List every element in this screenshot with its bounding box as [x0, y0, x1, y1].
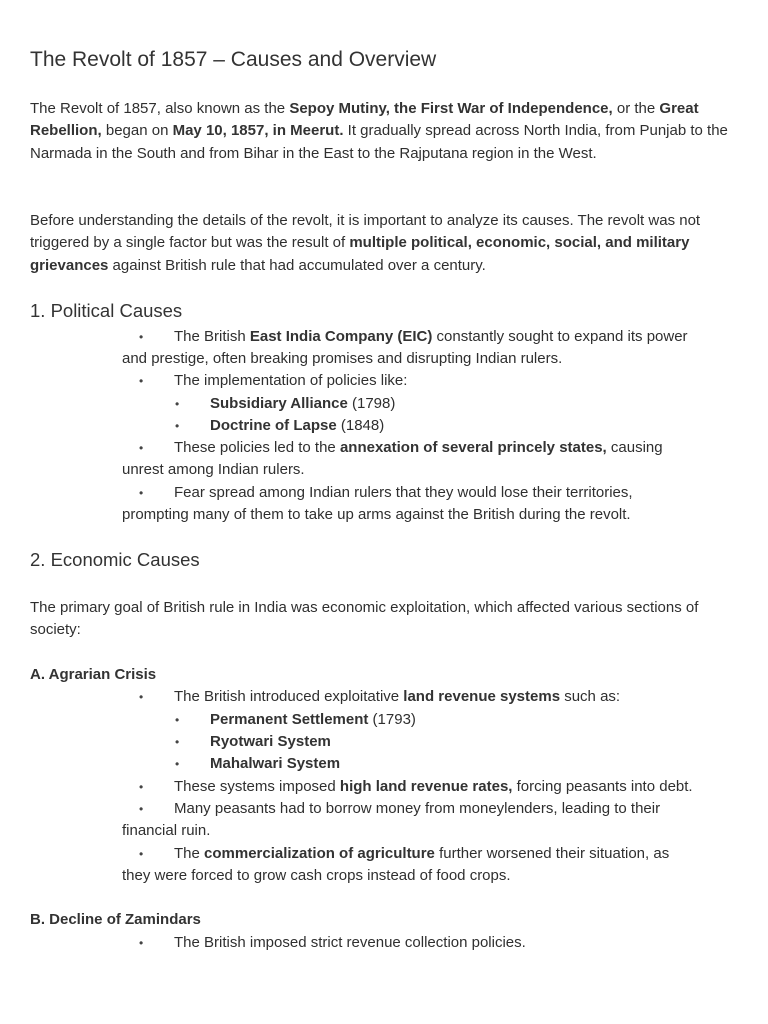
bullet-icon: • [139, 936, 144, 950]
list-item: These systems imposed high land revenue rates, forcing peasants into debt. [174, 778, 693, 795]
bullet-icon: • [175, 735, 180, 749]
economic-intro-paragraph: The primary goal of British rule in India was economic exploitation, which affected various sections of society: [30, 599, 699, 639]
subsection-heading-agrarian: A. Agrarian Crisis [30, 666, 157, 683]
bullet-icon: • [139, 441, 144, 455]
bullet-icon: • [139, 486, 144, 500]
sub-list-item: Doctrine of Lapse (1848) [210, 417, 385, 434]
bullet-icon: • [175, 419, 180, 433]
list-item-continuation: they were forced to grow cash crops instead of food crops. [122, 867, 511, 884]
bullet-icon: • [139, 780, 144, 794]
sub-list-item: Ryotwari System [210, 733, 331, 750]
bullet-icon: • [139, 847, 144, 861]
list-item-continuation: unrest among Indian rulers. [122, 461, 305, 478]
section-heading-political: 1. Political Causes [30, 300, 183, 321]
bullet-icon: • [139, 802, 144, 816]
bullet-icon: • [175, 397, 180, 411]
list-item-continuation: financial ruin. [122, 822, 211, 839]
intro-paragraph-1: The Revolt of 1857, also known as the Sepoy Mutiny, the First War of Independence, or the Great Rebellion, began on May 10, 1857, in Meerut. It gradually spread across North India, from Punjab to the Narmada in the South and from Bihar in the East to the Rajputana region in the West. [30, 100, 728, 162]
list-item: The British East India Company (EIC) constantly sought to expand its power [174, 328, 688, 345]
section-heading-economic: 2. Economic Causes [30, 549, 200, 570]
intro-paragraph-2: Before understanding the details of the revolt, it is important to analyze its causes. The revolt was not triggered by a single factor but was the result of multiple political, economic, social, and military grievances against British rule that had accumulated over a century. [30, 212, 701, 274]
list-item: These policies led to the annexation of several princely states, causing [174, 439, 663, 456]
subsection-heading-zamindars: B. Decline of Zamindars [30, 911, 201, 928]
list-item-continuation: prompting many of them to take up arms against the British during the revolt. [122, 506, 631, 523]
sub-list-item: Permanent Settlement (1793) [210, 711, 416, 728]
bullet-icon: • [139, 330, 144, 344]
sub-list-item: Mahalwari System [210, 755, 341, 772]
bullet-icon: • [139, 690, 144, 704]
list-item: The implementation of policies like: [174, 372, 408, 389]
list-item: The British imposed strict revenue collection policies. [174, 934, 526, 951]
list-item-continuation: and prestige, often breaking promises and disrupting Indian rulers. [122, 350, 563, 367]
list-item: Fear spread among Indian rulers that they would lose their territories, [174, 484, 633, 501]
bullet-icon: • [175, 757, 180, 771]
list-item: The British introduced exploitative land revenue systems such as: [174, 688, 621, 705]
bullet-icon: • [139, 374, 144, 388]
list-item: Many peasants had to borrow money from moneylenders, leading to their [174, 800, 661, 817]
sub-list-item: Subsidiary Alliance (1798) [210, 395, 396, 412]
list-item: The commercialization of agriculture further worsened their situation, as [174, 845, 670, 862]
bullet-icon: • [175, 713, 180, 727]
page-title: The Revolt of 1857 – Causes and Overview [30, 48, 437, 71]
